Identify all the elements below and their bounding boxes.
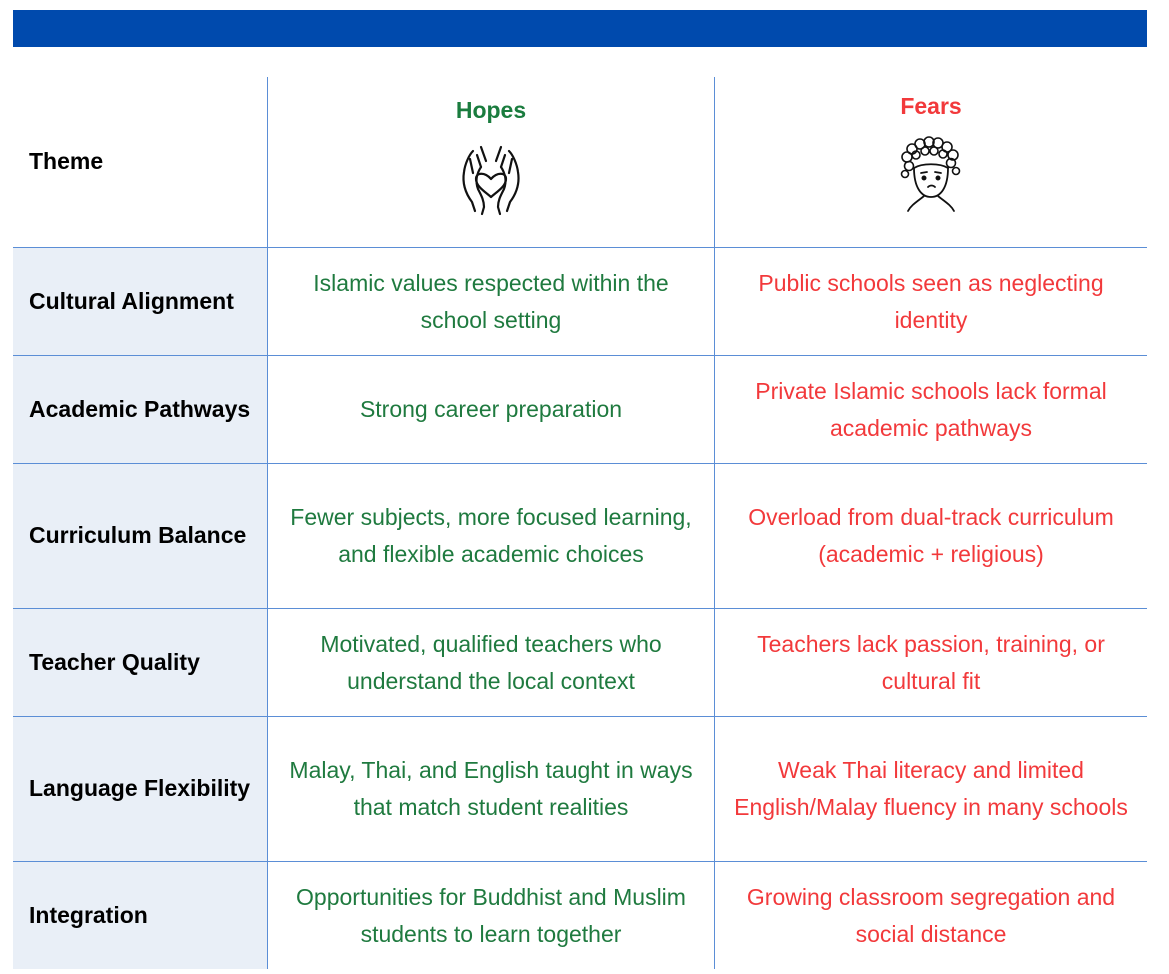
hopes-cell: Strong career preparation — [268, 356, 715, 463]
table-row — [13, 609, 1147, 717]
theme-cell: Integration — [13, 862, 268, 969]
hopes-cell: Motivated, qualified teachers who understand the local context — [268, 609, 715, 716]
fears-cell: Weak Thai literacy and limited English/Malay fluency in many schools — [734, 757, 1128, 820]
table-header-row — [13, 77, 1147, 248]
theme-cell: Cultural Alignment — [13, 248, 268, 355]
table-row — [13, 356, 1147, 464]
table-row — [13, 717, 1147, 862]
fears-cell: Private Islamic schools lack formal academic pathways — [755, 377, 1107, 441]
worried-face-icon — [894, 135, 968, 213]
hopes-fears-table — [13, 77, 1147, 969]
hands-holding-heart-icon — [451, 139, 531, 217]
theme-column-header: Theme — [13, 77, 268, 247]
hopes-column-header — [268, 77, 715, 247]
fears-cell: Overload from dual-track curriculum (academic + religious) — [748, 504, 1114, 567]
table-row — [13, 248, 1147, 356]
fears-title: Fears — [900, 93, 962, 119]
hopes-cell: Islamic values respected within the school setting — [268, 248, 715, 355]
table-row — [13, 862, 1147, 969]
theme-cell: Language Flexibility — [13, 717, 268, 861]
hopes-title: Hopes — [455, 97, 527, 123]
top-banner — [13, 10, 1147, 47]
fears-cell: Growing classroom segregation and social distance — [746, 883, 1116, 947]
theme-cell: Curriculum Balance — [13, 464, 268, 608]
fears-column-header — [715, 77, 1147, 247]
fears-cell: Public schools seen as neglecting identity — [758, 269, 1104, 333]
theme-cell: Academic Pathways — [13, 356, 268, 463]
table-row — [13, 464, 1147, 609]
hopes-cell: Malay, Thai, and English taught in ways that match student realities — [268, 717, 715, 861]
hopes-cell: Opportunities for Buddhist and Muslim students to learn together — [268, 862, 715, 969]
fears-cell: Teachers lack passion, training, or cultural fit — [757, 630, 1105, 694]
hopes-cell: Fewer subjects, more focused learning, and flexible academic choices — [268, 464, 715, 608]
theme-cell: Teacher Quality — [13, 609, 268, 716]
